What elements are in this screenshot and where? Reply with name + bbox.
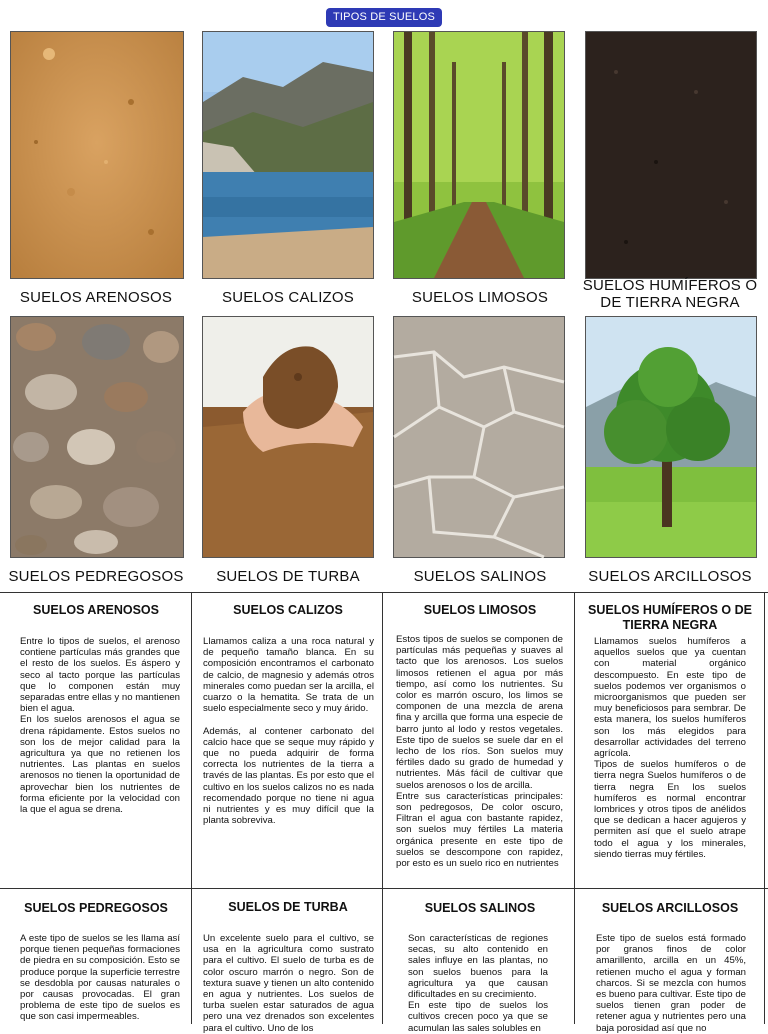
section-title-stony: SUELOS PEDREGOSOS xyxy=(24,901,168,915)
black-soil-photo xyxy=(585,31,757,279)
forest-path-photo xyxy=(393,31,565,279)
caption-humus-soil: SUELOS HUMÍFEROS O DE TIERRA NEGRA xyxy=(582,277,758,311)
grid-divider-4 xyxy=(764,592,765,1024)
caption-sandy-soil: SUELOS ARENOSOS xyxy=(19,289,173,306)
page-title: TIPOS DE SUELOS xyxy=(326,8,442,27)
stones-photo xyxy=(10,316,184,558)
section-title-saline: SUELOS SALINOS xyxy=(424,901,536,915)
caption-stony-soil: SUELOS PEDREGOSOS xyxy=(8,568,184,585)
section-text-saline: Son características de regiones secas, su alto contenido en sales influye en las plantas, no son suelos buenos para la agricultura ya que causan dificultades en su crecimiento. En este tipo de suelos los cultivos crecen poco ya que se acumulan las sales solubles en xyxy=(408,933,548,1034)
section-title-sandy: SUELOS ARENOSOS xyxy=(33,603,159,617)
section-title-limestone: SUELOS CALIZOS xyxy=(233,603,343,617)
hands-peat-photo xyxy=(202,316,374,558)
grid-divider-2 xyxy=(382,592,383,1024)
section-title-clay: SUELOS ARCILLOSOS xyxy=(601,901,739,915)
section-text-peat: Un excelente suelo para el cultivo, se usa en la agricultura como sustrato para el cultivo. El suelo de turba es de color oscuro marrón o negro. Son de textura suave y tienen un alto contenido en agua y nutrientes. Los suelos de turba suelen estar saturados de agua pero una vez drenados son excelentes para el cultivo. Uno de los xyxy=(203,933,374,1034)
section-title-silty: SUELOS LIMOSOS xyxy=(423,603,537,617)
lake-mountains-photo xyxy=(202,31,374,279)
section-text-humus: Llamamos suelos humíferos a aquellos suelos que ya cuentan con material orgánico descompuesto. En este tipo de suelos podemos ver organismos o microorganismos que pueden ser muy beneficiosos para sembrar. De esta manera, los suelos humíferos son los más elegidos para desarrollar actividades del terreno agrícola. Tipos de suelos humíferos o de tierra negra Suelos humíferos o de tierra negra En los suelos humíferos es normal encontrar lombrices y otros tipos de anélidos que se dedican a hacer agujeros y permiten así que el suelo atrape todo el agua y los minerales, siendo tierras muy fértiles. xyxy=(594,636,746,860)
grid-divider-3 xyxy=(574,592,575,1024)
caption-limestone-soil: SUELOS CALIZOS xyxy=(221,289,354,306)
section-text-limestone: Llamamos caliza a una roca natural y de pequeño tamaño blanca. En su composición encontramos el carbonato de calcio, de magnesio y además otros minerales como puedan ser la arcilla, el cuarzo o la hematita. Se trata de un suelo especialmente seco y muy árido. Además, al contener carbonato del calcio hace que se seque muy rápido y que no pueda adquirir de forma correcta los nutrientes de la tierra a través de las plantas. Es por esto que el cultivo en los suelos calizos no es nada recomendado porque no tiene ni agua ni nutrientes y es muy difícil que la planta sobreviva. xyxy=(203,636,374,827)
grid-middle-line xyxy=(0,888,768,889)
grid-divider-1 xyxy=(191,592,192,1024)
caption-clay-soil: SUELOS ARCILLOSOS xyxy=(588,568,752,585)
section-text-clay: Este tipo de suelos está formado por granos finos de color amarillento, arcilla en un 45%, retienen mucho el agua y forman charcos. Si se mezcla con humos es bueno para cultivar. Este tipo de suelos tienen gran poder de retener agua y nutrientes pero una baja porosidad así que no xyxy=(596,933,746,1034)
sandy-soil-photo xyxy=(10,31,184,279)
section-text-stony: A este tipo de suelos se les llama así porque tienen pequeñas formaciones de piedra en su composición. Esto se produce porque la superficie terrestre se desdobla por causas naturales o por causas provocadas. El gran problema de este tipo de suelos es que son casi impermeables. xyxy=(20,933,180,1023)
section-title-peat: SUELOS DE TURBA xyxy=(228,900,348,914)
caption-saline-soil: SUELOS SALINOS xyxy=(413,568,547,585)
section-text-sandy: Entre lo tipos de suelos, el arenoso contiene partículas más grandes que el resto de los suelos. Es áspero y seco al tacto porque las partículas que lo componen están muy separadas entre ellas y no mantienen bien el agua. En los suelos arenosos el agua se drena rápidamente. Estos suelos no son los de mejor calidad para la agricultura ya que no retienen los nutrientes. Las plantas en suelos arenosos no tienen la oportunidad de aprovechar bien los nutrientes de forma eficiente por la velocidad con la que el agua se drena. xyxy=(20,636,180,816)
section-title-humus: SUELOS HUMÍFEROS O DE TIERRA NEGRA xyxy=(588,603,752,632)
section-text-silty: Estos tipos de suelos se componen de partículas más pequeñas y suaves al tacto que los arenosos. Los suelos limosos retienen el agua por más tiempo, así como los nutrientes. Su color es marrón oscuro, los limos se componen de una mezcla de arena fina y arcilla que forma una especie de barro junto al lodo y restos vegetales. Este tipo de suelos se suele dar en el lecho de los ríos. Son suelos muy fértiles dado su grado de humedad y nutrientes. Más fácil de cultivar que suelos arenosos o los de arcilla. Entre sus características principales: son pedregosos, De color oscuro, Filtran el agua con bastante rapidez, son suelos muy fértiles La materia orgánica presente en este tipo de suelos se descompone con rapidez, por esto es un suelo rico en nutrientes xyxy=(396,634,563,870)
caption-peat-soil: SUELOS DE TURBA xyxy=(216,568,360,585)
cracked-salt-soil-photo xyxy=(393,316,565,558)
grid-top-line xyxy=(0,592,768,593)
tree-field-photo xyxy=(585,316,757,558)
caption-silty-soil: SUELOS LIMOSOS xyxy=(411,289,549,306)
